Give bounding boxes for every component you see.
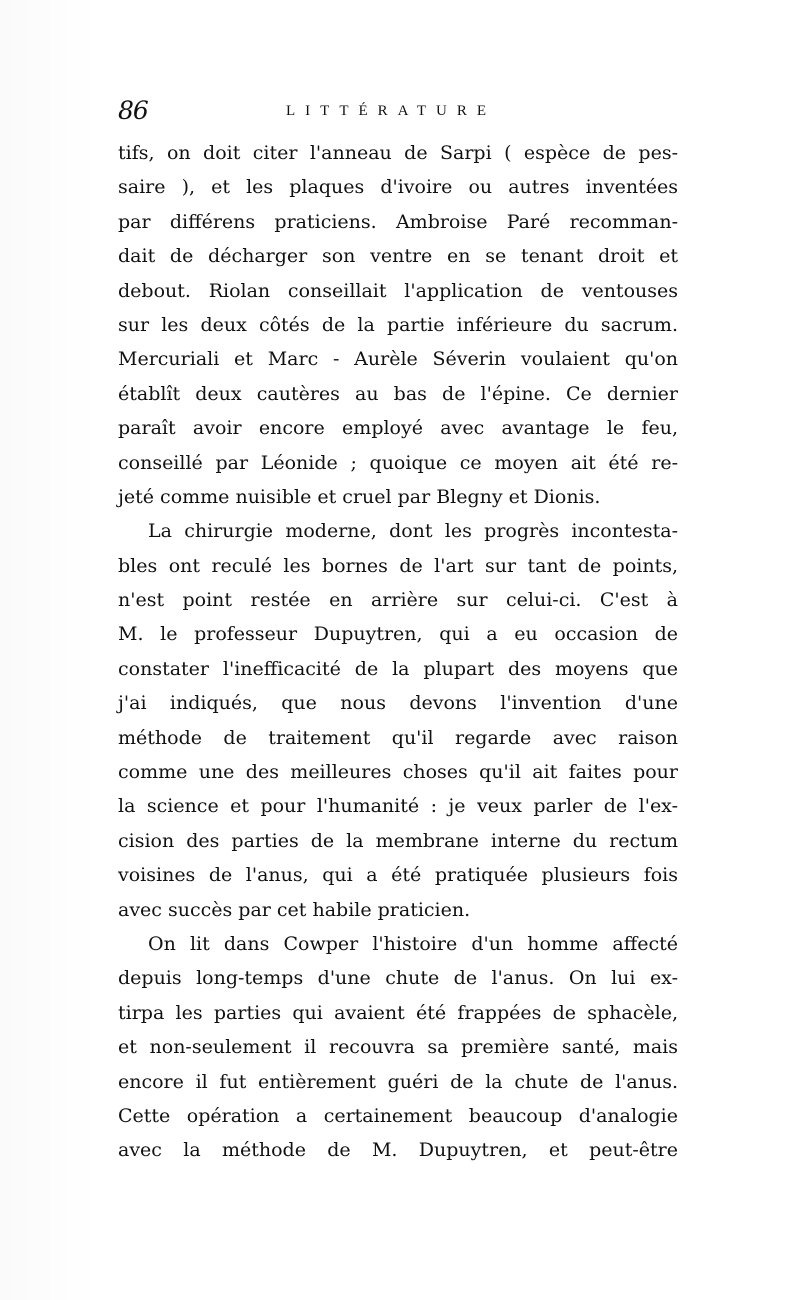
text-line: Cette opération a certainement beaucoup d'analogie: [118, 1104, 678, 1127]
body-text: [118, 136, 678, 1168]
text-line: paraît avoir encore employé avec avantage le feu,: [118, 417, 678, 440]
text-line: M. le professeur Dupuytren, qui a eu occasion de: [118, 623, 678, 646]
text-line: constater l'inefficacité de la plupart des moyens que: [118, 657, 678, 680]
text-line: avec la méthode de M. Dupuytren, et peut-être: [118, 1139, 678, 1162]
text-line: méthode de traitement qu'il regarde avec raison: [118, 726, 678, 749]
text-line: comme une des meilleures choses qu'il ait faites pour: [118, 761, 678, 784]
text-line: Mercuriali et Marc - Aurèle Séverin voulaient qu'on: [118, 348, 678, 371]
text-line: j'ai indiqués, que nous devons l'invention d'une: [118, 692, 678, 715]
text-line: encore il fut entièrement guéri de la chute de l'anus.: [118, 1070, 678, 1093]
paragraph-first-line: On lit dans Cowper l'histoire d'un homme affecté: [148, 932, 678, 955]
text-line: établît deux cautères au bas de l'épine. Ce dernier: [118, 382, 678, 405]
running-title: LITTÉRATURE: [286, 103, 496, 119]
scan-shadow: [0, 0, 100, 1300]
text-line: sur les deux côtés de la partie inférieure du sacrum.: [118, 313, 678, 336]
paragraph-first-line: La chirurgie moderne, dont les progrès incontesta-: [148, 520, 678, 543]
text-line: dait de décharger son ventre en se tenant droit et: [118, 245, 678, 268]
text-line: tifs, on doit citer l'anneau de Sarpi ( espèce de pes-: [118, 142, 678, 164]
text-line: avec succès par cet habile praticien.: [118, 898, 471, 921]
text-line: cision des parties de la membrane interne du rectum: [118, 829, 678, 852]
text-line: tirpa les parties qui avaient été frappées de sphacèle,: [118, 1001, 678, 1024]
text-line: debout. Riolan conseillait l'application de ventouses: [118, 279, 678, 302]
text-line: jeté comme nuisible et cruel par Blegny et Dionis.: [118, 485, 601, 508]
text-line: conseillé par Léonide ; quoique ce moyen ait été re-: [118, 451, 678, 474]
page-header: [118, 96, 678, 132]
page-number: 86: [118, 96, 148, 125]
text-line: bles ont reculé les bornes de l'art sur tant de points,: [118, 554, 678, 577]
text-line: par différens praticiens. Ambroise Paré recomman-: [118, 210, 678, 233]
text-line: et non-seulement il recouvra sa première santé, mais: [118, 1036, 678, 1059]
text-line: la science et pour l'humanité : je veux parler de l'ex-: [118, 795, 678, 818]
text-line: saire ), et les plaques d'ivoire ou autres inventées: [118, 176, 678, 199]
text-line: depuis long-temps d'une chute de l'anus. On lui ex-: [118, 967, 678, 990]
text-line: voisines de l'anus, qui a été pratiquée plusieurs fois: [118, 864, 678, 887]
text-line: n'est point restée en arrière sur celui-ci. C'est à: [118, 589, 678, 612]
